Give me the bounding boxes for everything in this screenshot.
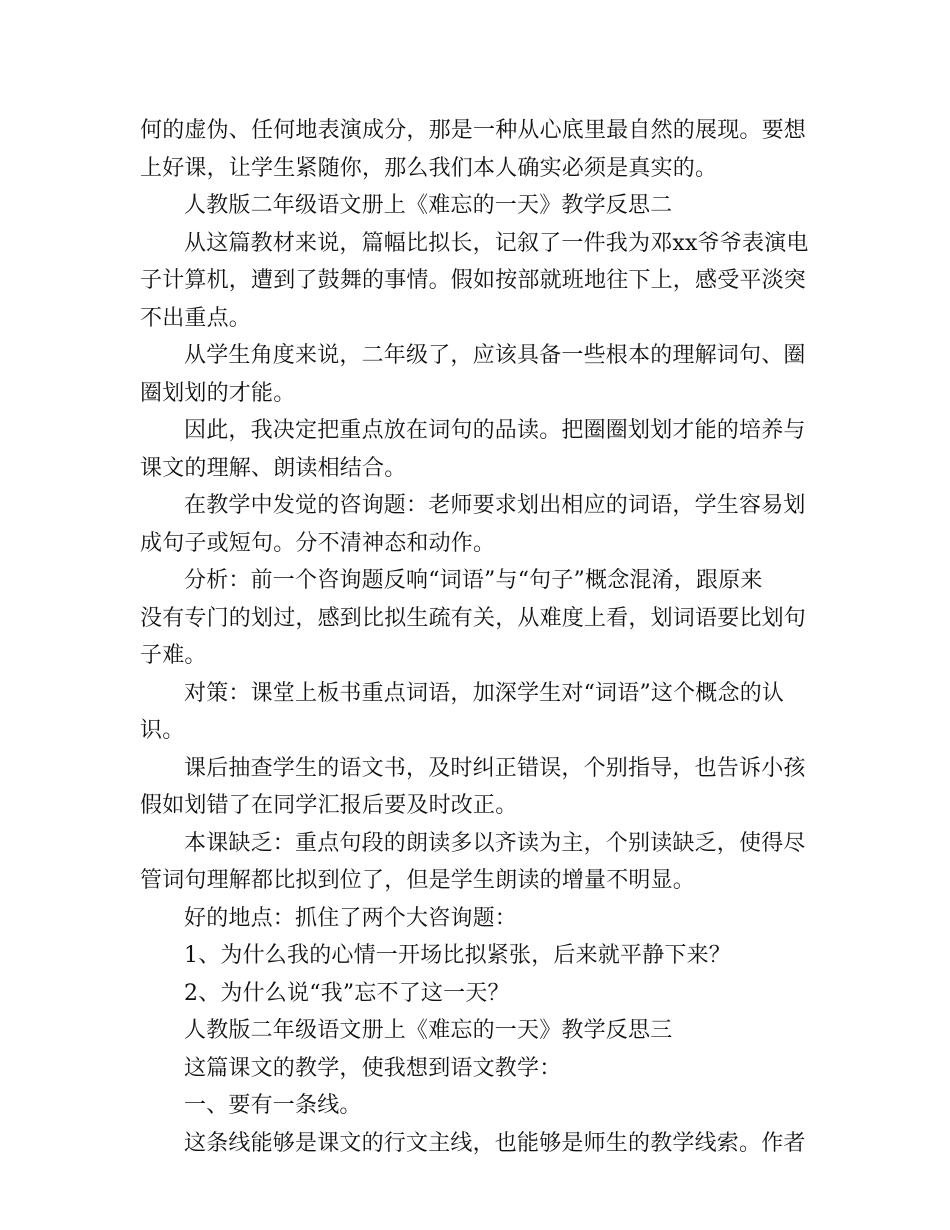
text-line: 从这篇教材来说，篇幅比拟长，记叙了一件我为邓xx爷爷表演电 [184, 230, 809, 256]
text-line: 这篇课文的教学，使我想到语文教学： [184, 1055, 562, 1081]
text-line: 这条线能够是课文的行文主线，也能够是师生的教学线索。作者 [184, 1130, 806, 1156]
text-line: 成句子或短句。分不清神态和动作。 [140, 530, 496, 556]
list-item: 2、为什么说“我”忘不了这一天？ [184, 980, 510, 1006]
text-line: 没有专门的划过，感到比拟生疏有关，从难度上看，划词语要比划句 [140, 605, 807, 631]
text-line: 假如划错了在同学汇报后要及时改正。 [140, 793, 518, 818]
text-line: 子计算机，遭到了鼓舞的事情。假如按部就班地往下上，感受平淡突 [140, 268, 807, 293]
text-line: 识。 [140, 718, 185, 743]
text-line: 不出重点。 [140, 305, 252, 331]
text-line: 从学生角度来说，二年级了，应该具备一些根本的理解词句、圈 [184, 343, 806, 368]
list-item: 1、为什么我的心情一开场比拟紧张，后来就平静下来？ [184, 943, 731, 968]
text-line: 好的地点：抓住了两个大咨询题： [184, 905, 518, 931]
section-heading: 人教版二年级语文册上《难忘的一天》教学反思二 [184, 193, 673, 218]
text-line: 何的虚伪、任何地表演成分，那是一种从心底里最自然的展现。要想 [140, 118, 807, 143]
document-body [140, 112, 812, 1162]
list-item: 一、要有一条线。 [184, 1093, 362, 1118]
text-line: 对策：课堂上板书重点词语，加深学生对“词语”这个概念的认 [184, 680, 785, 706]
text-line: 本课缺乏：重点句段的朗读多以齐读为主，个别读缺乏，使得尽 [184, 830, 806, 856]
text-line: 课后抽查学生的语文书，及时纠正错误，个别指导，也告诉小孩 [184, 755, 806, 781]
text-line: 在教学中发觉的咨询题：老师要求划出相应的词语，学生容易划 [184, 493, 806, 518]
text-line: 圈划划的才能。 [140, 380, 296, 406]
text-line: 分析：前一个咨询题反响“词语”与“句子”概念混淆，跟原来 [184, 568, 763, 593]
section-heading: 人教版二年级语文册上《难忘的一天》教学反思三 [184, 1018, 673, 1043]
text-line: 上好课，让学生紧随你，那么我们本人确实必须是真实的。 [140, 155, 718, 181]
text-line: 课文的理解、朗读相结合。 [140, 455, 407, 481]
text-line: 子难。 [140, 643, 207, 668]
text-line: 因此，我决定把重点放在词句的品读。把圈圈划划才能的培养与 [184, 418, 806, 443]
text-line: 管词句理解都比拟到位了，但是学生朗读的增量不明显。 [140, 868, 696, 893]
